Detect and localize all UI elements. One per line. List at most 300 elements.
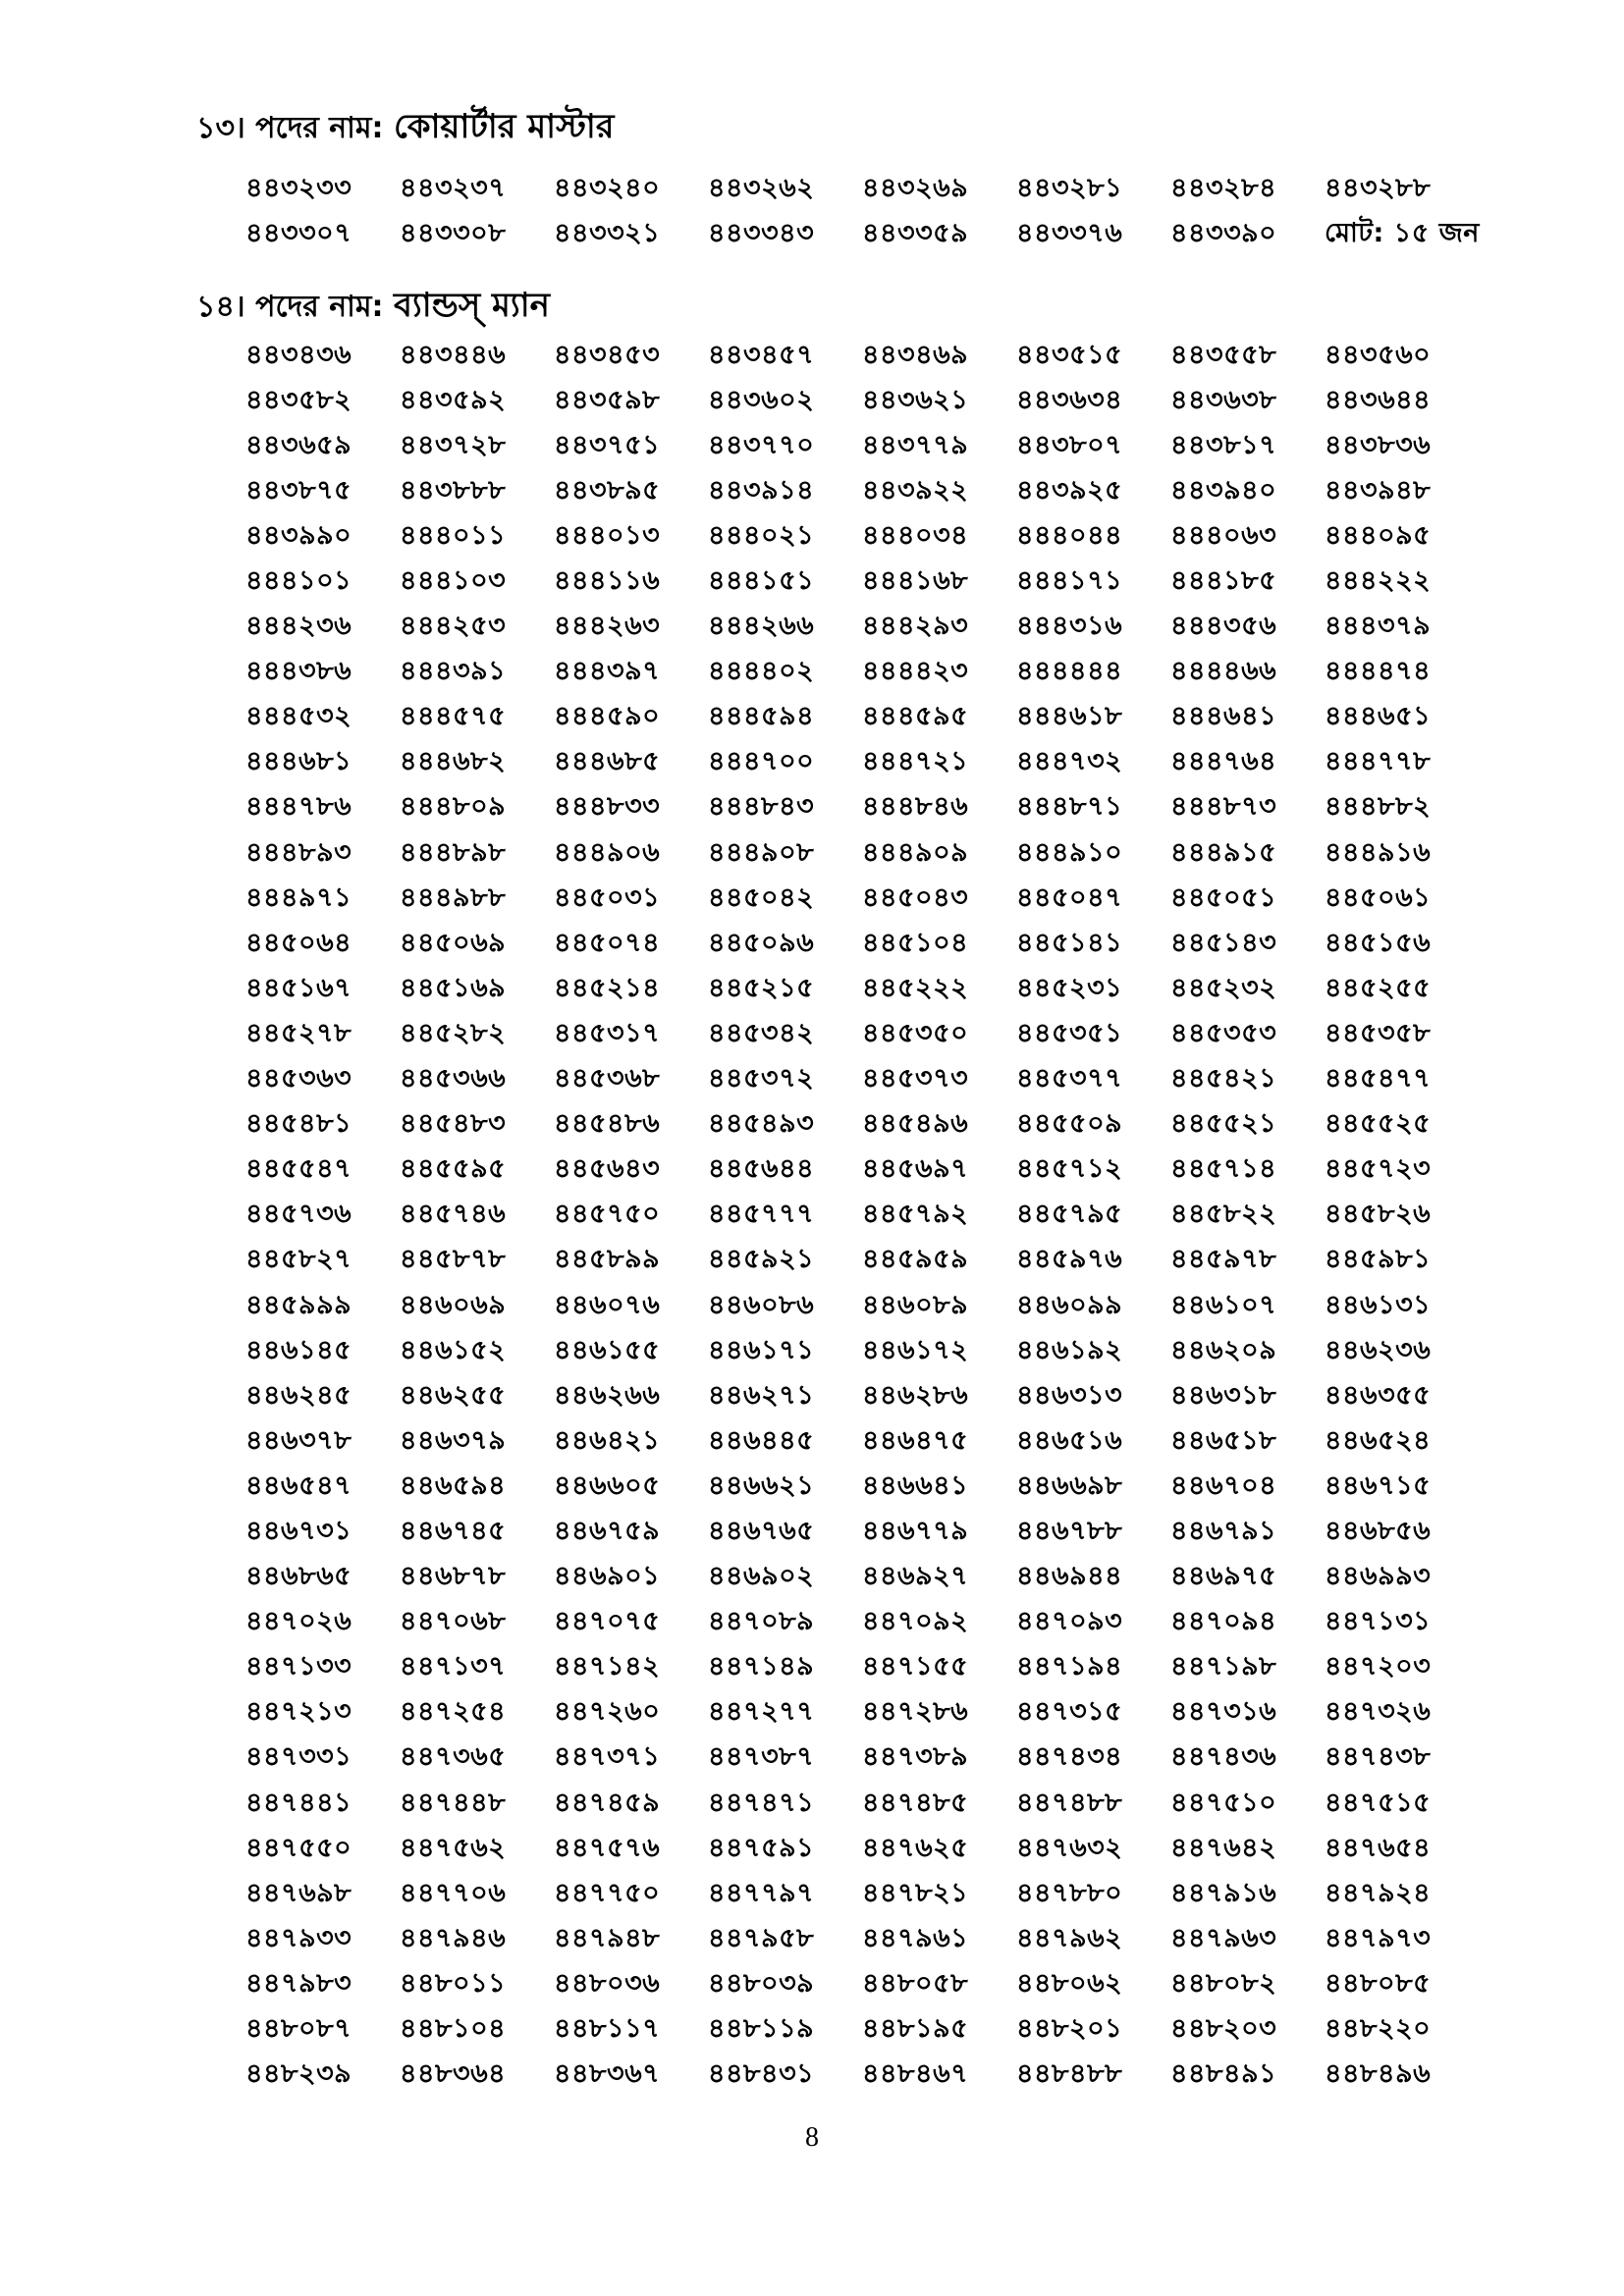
roll-number: ৪৪৭২০৩ xyxy=(1325,1651,1432,1682)
roll-number: ৪৪৩৩২১ xyxy=(554,217,661,248)
roll-number: ৪৪৭১৪২ xyxy=(554,1651,661,1682)
roll-number: ৪৪৩৫৬০ xyxy=(1325,339,1432,370)
roll-number: ৪৪৭২৭৭ xyxy=(708,1696,815,1728)
roll-number: ৪৪৭২১৩ xyxy=(245,1696,352,1728)
roll-number: ৪৪৩৮৩৬ xyxy=(1325,429,1432,460)
roll-number: ৪৪৪০১৩ xyxy=(554,519,661,551)
roll-number: ৪৪৭১৪৯ xyxy=(708,1651,815,1682)
roll-number: ৪৪৩৬৫৯ xyxy=(245,429,352,460)
roll-number: ৪৪৪৫৯৪ xyxy=(708,701,815,732)
roll-number: ৪৪৫৯২১ xyxy=(708,1244,815,1275)
roll-number: ৪৪৬৭৯১ xyxy=(1170,1515,1277,1546)
roll-number: ৪৪৫০৬৯ xyxy=(400,927,507,958)
roll-number: ৪৪৮৪৩১ xyxy=(708,2058,815,2090)
roll-number: ৪৪৬৯০২ xyxy=(708,1561,815,1592)
roll-number: ৪৪৬২৪৫ xyxy=(245,1379,352,1411)
roll-number: ৪৪৪৪৪৪ xyxy=(1016,656,1123,687)
roll-number: ৪৪৩৪৫৭ xyxy=(708,339,815,370)
roll-number: ৪৪৫১৬৯ xyxy=(400,972,507,1003)
roll-number: ৪৪৬২৩৬ xyxy=(1325,1334,1432,1365)
roll-number: ৪৪৪১৭১ xyxy=(1016,565,1123,597)
roll-number: ৪৪৪২৬৩ xyxy=(554,611,661,642)
roll-number: ৪৪৪০৬৩ xyxy=(1170,519,1277,551)
roll-number: ৪৪৭৯৩৩ xyxy=(245,1922,352,1953)
roll-number: ৪৪৪৮৯৮ xyxy=(400,836,507,868)
roll-number: ৪৪৬৫২৪ xyxy=(1325,1424,1432,1456)
roll-number: ৪৪৭৫১০ xyxy=(1170,1787,1277,1818)
roll-number: ৪৪৭০৯৪ xyxy=(1170,1606,1277,1637)
roll-number: ৪৪৪২৩৬ xyxy=(245,611,352,642)
roll-number: ৪৪৬১৫২ xyxy=(400,1334,507,1365)
roll-number: ৪৪৩৯১৪ xyxy=(708,474,815,506)
roll-number: ৪৪৬৭৬৫ xyxy=(708,1515,815,1546)
roll-number: ৪৪৩৪৩৬ xyxy=(245,339,352,370)
roll-number: ৪৪৫৮৯৯ xyxy=(554,1244,661,1275)
roll-number: ৪৪৭২৮৬ xyxy=(862,1696,969,1728)
roll-number: ৪৪৫৩৭২ xyxy=(708,1063,815,1095)
roll-number: ৪৪৬৪৪৫ xyxy=(708,1424,815,1456)
roll-number: ৪৪৭৬৫৪ xyxy=(1325,1832,1432,1863)
roll-number: ৪৪৩৭৭০ xyxy=(708,429,815,460)
roll-number: ৪৪৭০৯২ xyxy=(862,1606,969,1637)
roll-number: ৪৪৬২৭১ xyxy=(708,1379,815,1411)
section-14-roll-list xyxy=(245,334,1502,2099)
roll-number: ৪৪৮২৩৯ xyxy=(245,2058,352,2090)
roll-number: ৪৪৮১১৯ xyxy=(708,2013,815,2045)
roll-number: ৪৪৭৯৬১ xyxy=(862,1922,969,1953)
roll-number: ৪৪৭৫৯১ xyxy=(708,1832,815,1863)
roll-number: ৪৪৬৬৪১ xyxy=(862,1469,969,1501)
roll-number: ৪৪৬৭৩১ xyxy=(245,1515,352,1546)
roll-number: ৪৪৫৫৪৭ xyxy=(245,1153,352,1185)
roll-number: ৪৪৬৪৭৫ xyxy=(862,1424,969,1456)
roll-number: ৪৪৫৩৬৩ xyxy=(245,1063,352,1095)
roll-number: ৪৪৪৭৭৮ xyxy=(1325,746,1432,777)
roll-number: ৪৪৪৯১০ xyxy=(1016,836,1123,868)
roll-number: ৪৪৩২৩৩ xyxy=(245,172,352,203)
roll-number: ৪৪৭৩৬৫ xyxy=(400,1741,507,1773)
roll-number: ৪৪৬৪২১ xyxy=(554,1424,661,1456)
roll-number: ৪৪৬৯৪৪ xyxy=(1016,1561,1123,1592)
roll-number: ৪৪৩৮১৭ xyxy=(1170,429,1277,460)
roll-number: ৪৪৫৫২১ xyxy=(1170,1108,1277,1140)
roll-number: ৪৪৭১৩১ xyxy=(1325,1606,1432,1637)
roll-number: ৪৪৪৯১৬ xyxy=(1325,836,1432,868)
roll-number: ৪৪৪৬৮৫ xyxy=(554,746,661,777)
roll-number: ৪৪৫২২২ xyxy=(862,972,969,1003)
roll-number: ৪৪৪৬৮১ xyxy=(245,746,352,777)
roll-number: ৪৪৪৭৬৪ xyxy=(1170,746,1277,777)
roll-number: ৪৪৬৫১৮ xyxy=(1170,1424,1277,1456)
roll-number: ৪৪৮০৮২ xyxy=(1170,1967,1277,1999)
roll-number: ৪৪৫৫৯৫ xyxy=(400,1153,507,1185)
roll-number: ৪৪৫২১৪ xyxy=(554,972,661,1003)
roll-number: ৪৪৬০৮৯ xyxy=(862,1289,969,1320)
roll-number: ৪৪৫০৪৩ xyxy=(862,881,969,913)
roll-number: ৪৪৫১৫৬ xyxy=(1325,927,1432,958)
roll-number: ৪৪৪৬৪১ xyxy=(1170,701,1277,732)
roll-number: ৪৪৫৪৯৩ xyxy=(708,1108,815,1140)
roll-number: ৪৪৬৬০৫ xyxy=(554,1469,661,1501)
roll-number: ৪৪৩২৪০ xyxy=(554,172,661,203)
roll-number: ৪৪৩৭২৮ xyxy=(400,429,507,460)
roll-number: ৪৪৬৭৪৫ xyxy=(400,1515,507,1546)
roll-number: ৪৪৩২৩৭ xyxy=(400,172,507,203)
roll-number: ৪৪৩৩০৭ xyxy=(245,217,352,248)
roll-number: ৪৪৩৪৫৩ xyxy=(554,339,661,370)
roll-number: ৪৪৮২০৩ xyxy=(1170,2013,1277,2045)
roll-number: ৪৪৫১৪১ xyxy=(1016,927,1123,958)
roll-number: ৪৪৬১৩১ xyxy=(1325,1289,1432,1320)
roll-number: ৪৪৭৪৫৯ xyxy=(554,1787,661,1818)
roll-number: ৪৪৫৩৫৩ xyxy=(1170,1017,1277,1048)
roll-number: ৪৪৭১৫৫ xyxy=(862,1651,969,1682)
roll-number: ৪৪৭০২৬ xyxy=(245,1606,352,1637)
roll-number: ৪৪৩৬৩৮ xyxy=(1170,384,1277,415)
roll-number: ৪৪৬৯৭৫ xyxy=(1170,1561,1277,1592)
roll-number: ৪৪৩৪৬৯ xyxy=(862,339,969,370)
roll-number: ৪৪৩৬৪৪ xyxy=(1325,384,1432,415)
roll-number: ৪৪৮২২০ xyxy=(1325,2013,1432,2045)
roll-number: ৪৪৫৬৯৭ xyxy=(862,1153,969,1185)
roll-number: ৪৪৫১৬৭ xyxy=(245,972,352,1003)
roll-number: ৪৪৩৫৯২ xyxy=(400,384,507,415)
roll-number: ৪৪৫৪২১ xyxy=(1170,1063,1277,1095)
roll-number: ৪৪৫০৪৭ xyxy=(1016,881,1123,913)
roll-number: ৪৪৭৯৪৬ xyxy=(400,1922,507,1953)
roll-number: ৪৪৬১৭১ xyxy=(708,1334,815,1365)
roll-number: ৪৪৬৭৫৯ xyxy=(554,1515,661,1546)
roll-number: ৪৪৮৪৯৬ xyxy=(1325,2058,1432,2090)
roll-number: ৪৪৭০৬৮ xyxy=(400,1606,507,1637)
roll-number: ৪৪৭৯২৪ xyxy=(1325,1877,1432,1908)
roll-number: ৪৪৮২০১ xyxy=(1016,2013,1123,2045)
roll-number: ৪৪৮৩৬৭ xyxy=(554,2058,661,2090)
roll-number: ৪৪৪৩৯১ xyxy=(400,656,507,687)
roll-number: ৪৪৭২৫৪ xyxy=(400,1696,507,1728)
roll-number: ৪৪৪১১৬ xyxy=(554,565,661,597)
roll-number: ৪৪৭০৭৫ xyxy=(554,1606,661,1637)
roll-number: ৪৪৫৩৬৬ xyxy=(400,1063,507,1095)
roll-number: ৪৪৭৫৬২ xyxy=(400,1832,507,1863)
section-14-post-name: ব্যান্ডস্ ম্যান xyxy=(393,286,550,325)
roll-number: ৪৪৮১০৪ xyxy=(400,2013,507,2045)
roll-number: ৪৪৬৬৯৮ xyxy=(1016,1469,1123,1501)
roll-number: ৪৪৭৬৯৮ xyxy=(245,1877,352,1908)
roll-number: ৪৪৩৫৫৮ xyxy=(1170,339,1277,370)
roll-number: ৪৪৬১৫৫ xyxy=(554,1334,661,1365)
roll-number: ৪৪৬৭১৫ xyxy=(1325,1469,1432,1501)
roll-number: ৪৪৭৯৭৩ xyxy=(1325,1922,1432,1953)
section-14-heading xyxy=(196,280,550,336)
roll-number: ৪৪৪৮৭৩ xyxy=(1170,791,1277,823)
roll-number: ৪৪৩৮০৭ xyxy=(1016,429,1123,460)
roll-number: ৪৪৮০৮৫ xyxy=(1325,1967,1432,1999)
roll-number: ৪৪৭৩৮৭ xyxy=(708,1741,815,1773)
roll-number: ৪৪৬০৯৯ xyxy=(1016,1289,1123,1320)
roll-number: ৪৪৪৪৭৪ xyxy=(1325,656,1432,687)
roll-number: ৪৪৩৩৭৬ xyxy=(1016,217,1123,248)
roll-number: ৪৪৭৮২১ xyxy=(862,1877,969,1908)
roll-number: ৪৪৪৮৮২ xyxy=(1325,791,1432,823)
roll-number: ৪৪৭৪৮৮ xyxy=(1016,1787,1123,1818)
roll-number: ৪৪৩২৮৮ xyxy=(1325,172,1432,203)
roll-number: ৪৪৭৬৩২ xyxy=(1016,1832,1123,1863)
roll-number: ৪৪৬৭০৪ xyxy=(1170,1469,1277,1501)
roll-number: ৪৪৩৯২৫ xyxy=(1016,474,1123,506)
roll-number: ৪৪৮০৫৮ xyxy=(862,1967,969,1999)
roll-number: ৪৪৪৩৫৬ xyxy=(1170,611,1277,642)
section-13-heading xyxy=(196,101,614,157)
roll-number: ৪৪৫৩৫১ xyxy=(1016,1017,1123,1048)
roll-number: ৪৪৫০৬১ xyxy=(1325,881,1432,913)
roll-number: ৪৪৪৬৮২ xyxy=(400,746,507,777)
roll-number: ৪৪৫৫২৫ xyxy=(1325,1108,1432,1140)
roll-number: ৪৪৩৭৭৯ xyxy=(862,429,969,460)
roll-number: ৪৪৫৯৯৯ xyxy=(245,1289,352,1320)
roll-number: ৪৪৭৩৮৯ xyxy=(862,1741,969,1773)
roll-number: ৪৪৪৮৪৬ xyxy=(862,791,969,823)
roll-number: ৪৪৬৩৫৫ xyxy=(1325,1379,1432,1411)
roll-number: ৪৪৬৫৯৪ xyxy=(400,1469,507,1501)
roll-number: ৪৪৩৮৯৫ xyxy=(554,474,661,506)
roll-number: ৪৪৪৬৫১ xyxy=(1325,701,1432,732)
roll-number: ৪৪৫২১৫ xyxy=(708,972,815,1003)
roll-number: ৪৪৪২৫৩ xyxy=(400,611,507,642)
roll-number: ৪৪৫০৪২ xyxy=(708,881,815,913)
roll-number: ৪৪৭৪৪৮ xyxy=(400,1787,507,1818)
roll-number: ৪৪৭৯১৬ xyxy=(1170,1877,1277,1908)
roll-number: ৪৪৭১৯৪ xyxy=(1016,1651,1123,1682)
roll-number: ৪৪৮৩৬৪ xyxy=(400,2058,507,2090)
roll-number: ৪৪৪৪০২ xyxy=(708,656,815,687)
roll-number: ৪৪৩৮৭৫ xyxy=(245,474,352,506)
roll-number: ৪৪৬৩৭৯ xyxy=(400,1424,507,1456)
roll-number: ৪৪৬০৬৯ xyxy=(400,1289,507,1320)
roll-number: ৪৪৭৩৭১ xyxy=(554,1741,661,1773)
roll-number: ৪৪৮০৮৭ xyxy=(245,2013,352,2045)
roll-number: ৪৪৫৭২৩ xyxy=(1325,1153,1432,1185)
roll-number: ৪৪৬০৭৬ xyxy=(554,1289,661,1320)
roll-number: ৪৪৪৪৬৬ xyxy=(1170,656,1277,687)
roll-number: ৪৪৫৪৮৬ xyxy=(554,1108,661,1140)
roll-number: ৪৪৮১১৭ xyxy=(554,2013,661,2045)
roll-number: ৪৪৫৪৮১ xyxy=(245,1108,352,1140)
roll-number: ৪৪৪৫৯৫ xyxy=(862,701,969,732)
roll-number: ৪৪৪১৬৮ xyxy=(862,565,969,597)
roll-number: ৪৪৫৮৭৮ xyxy=(400,1244,507,1275)
roll-number: ৪৪৪২৯৩ xyxy=(862,611,969,642)
roll-number: ৪৪৫০৬৪ xyxy=(245,927,352,958)
roll-number: ৪৪৪০৯৫ xyxy=(1325,519,1432,551)
roll-number: ৪৪৮০১১ xyxy=(400,1967,507,1999)
page-number: 8 xyxy=(805,2122,819,2153)
roll-number: ৪৪৫৯৭৬ xyxy=(1016,1244,1123,1275)
roll-number: ৪৪৬৯৯৩ xyxy=(1325,1561,1432,1592)
roll-number: ৪৪৪০৪৪ xyxy=(1016,519,1123,551)
roll-number: ৪৪৩৪৪৬ xyxy=(400,339,507,370)
roll-number: ৪৪৪০২১ xyxy=(708,519,815,551)
roll-number: ৪৪৫৭১২ xyxy=(1016,1153,1123,1185)
roll-number: ৪৪৭০৯৩ xyxy=(1016,1606,1123,1637)
roll-number: ৪৪৩২৬২ xyxy=(708,172,815,203)
roll-number: ৪৪৭৮৮০ xyxy=(1016,1877,1123,1908)
roll-number: ৪৪৫৩৫০ xyxy=(862,1017,969,1048)
roll-number: ৪৪৭৭৫০ xyxy=(554,1877,661,1908)
roll-number: ৪৪৪৫৯০ xyxy=(554,701,661,732)
roll-number: ৪৪৫৭৪৬ xyxy=(400,1199,507,1230)
roll-number: ৪৪৭৬৪২ xyxy=(1170,1832,1277,1863)
roll-number: ৪৪৬৮৬৫ xyxy=(245,1561,352,1592)
roll-number: ৪৪৭৯৪৮ xyxy=(554,1922,661,1953)
roll-number: ৪৪৪৭৩২ xyxy=(1016,746,1123,777)
roll-number: ৪৪৬১০৭ xyxy=(1170,1289,1277,1320)
roll-number: ৪৪৮০৬২ xyxy=(1016,1967,1123,1999)
roll-number: ৪৪৬১৪৫ xyxy=(245,1334,352,1365)
roll-number: ৪৪৫৩৪২ xyxy=(708,1017,815,1048)
roll-number: ৪৪৪১৫১ xyxy=(708,565,815,597)
roll-number: ৪৪৩৬২১ xyxy=(862,384,969,415)
roll-number: ৪৪৭৭৯৭ xyxy=(708,1877,815,1908)
roll-number: ৪৪৩৩০৮ xyxy=(400,217,507,248)
roll-number: ৪৪৫৩৭৭ xyxy=(1016,1063,1123,1095)
roll-number: ৪৪৪৯৮৮ xyxy=(400,881,507,913)
roll-number: ৪৪৬৩১৮ xyxy=(1170,1379,1277,1411)
roll-number: ৪৪৬২০৯ xyxy=(1170,1334,1277,1365)
roll-number: ৪৪৭৭০৬ xyxy=(400,1877,507,1908)
roll-number: ৪৪৫৯৮১ xyxy=(1325,1244,1432,1275)
roll-number: ৪৪৩৯২২ xyxy=(862,474,969,506)
roll-number: ৪৪৬২৮৬ xyxy=(862,1379,969,1411)
roll-number: ৪৪৪৮৪৩ xyxy=(708,791,815,823)
roll-number: ৪৪৪৮০৯ xyxy=(400,791,507,823)
roll-number: ৪৪৪৩১৬ xyxy=(1016,611,1123,642)
section-13-roll-list xyxy=(245,167,1502,257)
roll-number: ৪৪৭৯৬৩ xyxy=(1170,1922,1277,1953)
roll-number: ৪৪৬৯০১ xyxy=(554,1561,661,1592)
roll-number: ৪৪৪০১১ xyxy=(400,519,507,551)
roll-number: ৪৪৫১৪৩ xyxy=(1170,927,1277,958)
roll-number: ৪৪৪৭০০ xyxy=(708,746,815,777)
roll-number: ৪৪৫৬৪৪ xyxy=(708,1153,815,1185)
roll-number: ৪৪৩৭৫১ xyxy=(554,429,661,460)
roll-number: ৪৪৭৪৪১ xyxy=(245,1787,352,1818)
roll-number: ৪৪৭৪৩৬ xyxy=(1170,1741,1277,1773)
roll-number: ৪৪৫৮২৬ xyxy=(1325,1199,1432,1230)
roll-number: ৪৪৭৩৩১ xyxy=(245,1741,352,1773)
roll-number: ৪৪৫৪৯৬ xyxy=(862,1108,969,1140)
roll-number: ৪৪৬৫১৬ xyxy=(1016,1424,1123,1456)
roll-number: ৪৪৩২৬৯ xyxy=(862,172,969,203)
roll-number: ৪৪৩৯৪৮ xyxy=(1325,474,1432,506)
roll-number: ৪৪৪৬১৮ xyxy=(1016,701,1123,732)
roll-number: ৪৪৮৪৯১ xyxy=(1170,2058,1277,2090)
roll-number: ৪৪৩৬৩৪ xyxy=(1016,384,1123,415)
roll-number: ৪৪৫৩৬৮ xyxy=(554,1063,661,1095)
section-13-post-name: কোয়ার্টার মাস্টার xyxy=(393,107,615,146)
roll-number: ৪৪৬২৬৬ xyxy=(554,1379,661,1411)
roll-number: ৪৪৪৭২১ xyxy=(862,746,969,777)
roll-number: ৪৪৫৭৭৭ xyxy=(708,1199,815,1230)
roll-number: ৪৪৪১০৩ xyxy=(400,565,507,597)
roll-number: ৪৪৬৭৮৮ xyxy=(1016,1515,1123,1546)
roll-number: ৪৪৩৫১৫ xyxy=(1016,339,1123,370)
roll-number: ৪৪৮০৩৯ xyxy=(708,1967,815,1999)
roll-number: ৪৪৪৯০৮ xyxy=(708,836,815,868)
roll-number: ৪৪৬৩১৩ xyxy=(1016,1379,1123,1411)
roll-number: ৪৪৭৯৬২ xyxy=(1016,1922,1123,1953)
roll-number: ৪৪৫৯৭৮ xyxy=(1170,1244,1277,1275)
roll-number: ৪৪৫৯৫৯ xyxy=(862,1244,969,1275)
roll-number: ৪৪৪০৩৪ xyxy=(862,519,969,551)
roll-number: ৪৪৬১৭২ xyxy=(862,1334,969,1365)
roll-number: ৪৪৬৫৪৭ xyxy=(245,1469,352,1501)
roll-number: ৪৪৫৭৯৫ xyxy=(1016,1199,1123,1230)
roll-number: ৪৪৬১৯২ xyxy=(1016,1334,1123,1365)
roll-number: ৪৪৪২৬৬ xyxy=(708,611,815,642)
roll-number: ৪৪৩৫৮২ xyxy=(245,384,352,415)
roll-number: ৪৪৩৩৯০ xyxy=(1170,217,1277,248)
roll-number: ৪৪৩৮৮৮ xyxy=(400,474,507,506)
roll-number: ৪৪৬২৫৫ xyxy=(400,1379,507,1411)
roll-number: মোট: ১৫ জন xyxy=(1325,217,1480,248)
roll-number: ৪৪৫০৩১ xyxy=(554,881,661,913)
roll-number: ৪৪৪২২২ xyxy=(1325,565,1432,597)
roll-number: ৪৪৪১০১ xyxy=(245,565,352,597)
roll-number: ৪৪৪৮৭১ xyxy=(1016,791,1123,823)
section-13-prefix: ১৩। পদের নাম: xyxy=(196,111,394,145)
roll-number: ৪৪৫০৯৬ xyxy=(708,927,815,958)
roll-number: ৪৪৩৯৯০ xyxy=(245,519,352,551)
roll-number: ৪৪৫২৮২ xyxy=(400,1017,507,1048)
roll-number: ৪৪৫৩৭৩ xyxy=(862,1063,969,1095)
roll-number: ৪৪৬৯২৭ xyxy=(862,1561,969,1592)
roll-number: ৪৪৭২৬০ xyxy=(554,1696,661,1728)
roll-number: ৪৪৫৬৪৩ xyxy=(554,1153,661,1185)
roll-number: ৪৪৪১৮৫ xyxy=(1170,565,1277,597)
roll-number: ৪৪৫৭৯২ xyxy=(862,1199,969,1230)
roll-number: ৪৪৭৫১৫ xyxy=(1325,1787,1432,1818)
roll-number: ৪৪৩২৮১ xyxy=(1016,172,1123,203)
roll-number: ৪৪৪৫৩২ xyxy=(245,701,352,732)
roll-number: ৪৪৮০৩৬ xyxy=(554,1967,661,1999)
roll-number: ৪৪৫২৫৫ xyxy=(1325,972,1432,1003)
roll-number: ৪৪৭৯৮৩ xyxy=(245,1967,352,1999)
roll-number: ৪৪৭১৩৩ xyxy=(245,1651,352,1682)
roll-number: ৪৪৫৮২২ xyxy=(1170,1199,1277,1230)
roll-number: ৪৪৫০৭৪ xyxy=(554,927,661,958)
roll-number: ৪৪৩৬০২ xyxy=(708,384,815,415)
roll-number: ৪৪৫০৫১ xyxy=(1170,881,1277,913)
roll-number: ৪৪৭১৩৭ xyxy=(400,1651,507,1682)
roll-number: ৪৪৩৯৪০ xyxy=(1170,474,1277,506)
roll-number: ৪৪৬৬২১ xyxy=(708,1469,815,1501)
roll-number: ৪৪৪৪২৩ xyxy=(862,656,969,687)
roll-number: ৪৪৫২৭৮ xyxy=(245,1017,352,1048)
roll-number: ৪৪৭৩২৬ xyxy=(1325,1696,1432,1728)
roll-number: ৪৪৫৮২৭ xyxy=(245,1244,352,1275)
roll-number: ৪৪৪৩৭৯ xyxy=(1325,611,1432,642)
roll-number: ৪৪৪৩৯৭ xyxy=(554,656,661,687)
roll-number: ৪৪৬৭৭৯ xyxy=(862,1515,969,1546)
roll-number: ৪৪৩৩৪৩ xyxy=(708,217,815,248)
roll-number: ৪৪৭৫৫০ xyxy=(245,1832,352,1863)
roll-number: ৪৪৭১৯৮ xyxy=(1170,1651,1277,1682)
roll-number: ৪৪৫৫০৯ xyxy=(1016,1108,1123,1140)
roll-number: ৪৪৪৩৮৬ xyxy=(245,656,352,687)
roll-number: ৪৪৭৬২৫ xyxy=(862,1832,969,1863)
roll-number: ৪৪৪৯০৯ xyxy=(862,836,969,868)
